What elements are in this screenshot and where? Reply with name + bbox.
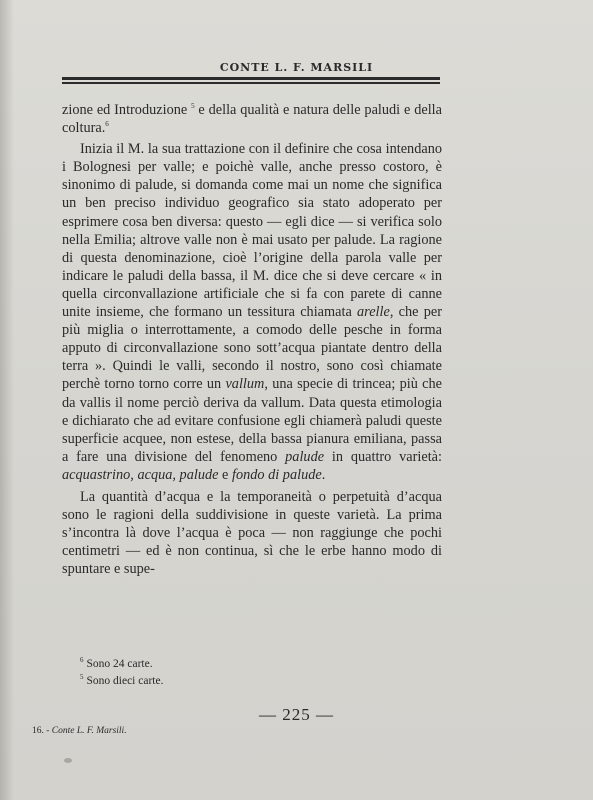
footnote-reference: 6 xyxy=(105,120,109,129)
text-run: Inizia il M. la sua trattazione con il definire che cosa intendano i Bolognesi per valle; e poichè valle, anche presso costoro, è sinonimo di palude, si domanda come mai un nome che significa un ben preciso individuo geografico sia stato adoperato per esprimere cosa ben diversa: questo — egli dice — si verifica solo nella Emilia; altrove valle non è mai usato per palude. La ragione di questa denominazione, cioè l’origine della parola valle per indicare le paludi della bassa, il M. dice che si deve cercare « in quella circonvallazione artificiale che si fa con parete di canne unite insieme, che formano un tessitura chiamata xyxy=(62,141,442,321)
ink-smudge xyxy=(64,758,72,763)
italic-term: vallum xyxy=(225,376,265,393)
text-run: . xyxy=(321,466,326,483)
italic-term: acquastrino, acqua, palude xyxy=(62,466,219,483)
footnote-text: Sono dieci carte. xyxy=(86,675,164,687)
italic-term: fondo di palude xyxy=(231,466,322,483)
paragraph-1 xyxy=(62,101,442,137)
italic-term: palude xyxy=(285,448,325,465)
signature-number: 16. xyxy=(32,726,44,736)
text-run: , che per più miglia o interrottamente, a comodo delle pesche in forma apputo di circonvallazione sono sott’acqua piantate dentro della terra ». Quindi le valli, secondo il nostro, sono così chiamate perchè torno torno corre un xyxy=(62,304,442,393)
footnotes xyxy=(80,656,163,690)
text-run: e della qualità e natura delle paludi e della coltura. xyxy=(62,102,442,137)
footnote-6 xyxy=(80,656,163,673)
running-head: CONTE L. F. MARSILI xyxy=(219,61,374,74)
footnote-text: Sono 24 carte. xyxy=(86,658,153,670)
text-run: zione ed Introduzione xyxy=(62,102,192,118)
footnote-reference: 5 xyxy=(191,102,195,110)
page-edge-shadow xyxy=(0,0,14,800)
footnote-5 xyxy=(80,673,163,690)
paragraph-2 xyxy=(62,140,442,484)
paragraph-3 xyxy=(62,488,442,578)
printer-signature xyxy=(32,726,127,736)
header-rule-thin xyxy=(62,82,440,84)
signature-text: - Conte L. F. Marsili. xyxy=(46,726,127,736)
text-run: e xyxy=(218,466,232,483)
footnote-mark: 6 xyxy=(80,656,84,664)
page-number: — 225 — xyxy=(259,705,334,724)
italic-term: arelle xyxy=(357,304,390,321)
text-run: La quantità d’acqua e la temporaneità o perpetuità d’acqua sono le ragioni della suddivisione in queste varietà. La prima s’incontra là dove l’acqua è poca — non raggiunge che pochi centimetri — ed è non continua, sì che le erbe hanno modo di spuntare e supe- xyxy=(62,488,442,578)
text-run: , una specie di trincea; più che da vallis il nome perciò deriva da vallum. Data questa etimologia e dichiarato che ad evitare confusione egli chiamerà paludi queste superficie acquee, non estese, della bassa pianura emiliana, passa a fare una divisione del fenomeno xyxy=(62,376,443,465)
text-run: in quattro varietà: xyxy=(324,448,443,465)
footnote-mark: 5 xyxy=(80,673,84,681)
header-rule-thick xyxy=(62,77,440,80)
body-text xyxy=(62,101,442,578)
